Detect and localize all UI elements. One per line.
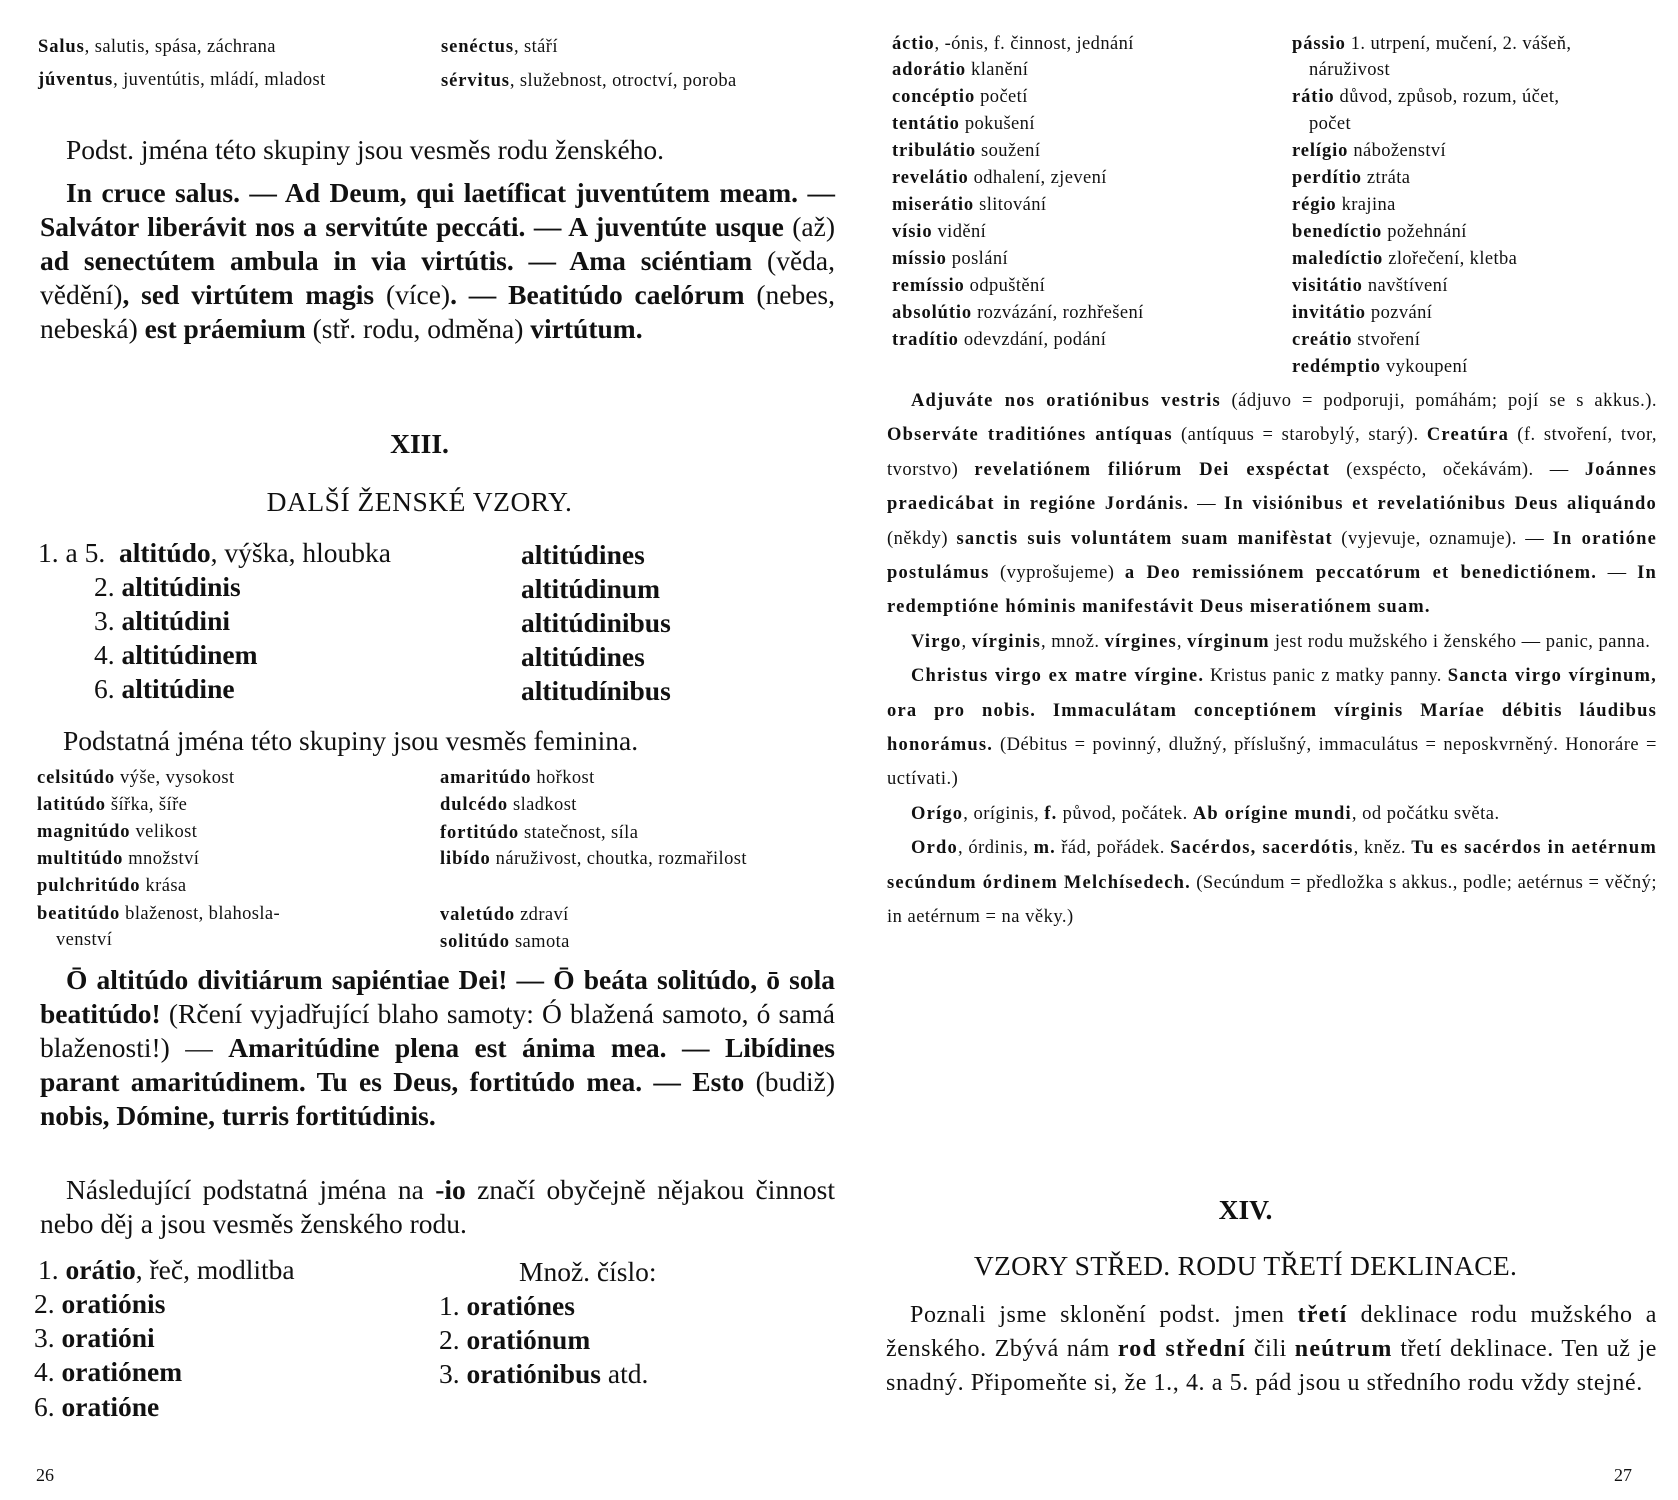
declension-row: 3. oratióni xyxy=(34,1322,155,1353)
vocab-term: solitúdo xyxy=(440,932,510,952)
vocab-term: vísio xyxy=(892,222,933,242)
vocab-term: invitátio xyxy=(1292,303,1366,323)
latin-text: Ab orígine mundi xyxy=(1192,803,1352,824)
czech-text: — xyxy=(1189,494,1224,515)
declension-row: 2. altitúdinis xyxy=(94,571,241,602)
vocab-definition: statečnost, síla xyxy=(519,823,639,843)
vocab-term: beatitúdo xyxy=(37,904,121,924)
declension-row: 1. oratiónes xyxy=(439,1290,575,1321)
vocab-entry xyxy=(892,114,1035,135)
declension-row: 3. oratiónibus atd. xyxy=(439,1358,649,1389)
plural-heading: Množ. číslo: xyxy=(519,1256,657,1287)
vocab-entry xyxy=(1292,168,1410,189)
declension-form: altitúdini xyxy=(121,605,231,636)
vocab-entry xyxy=(440,905,569,926)
latin-text: In redemptióne hóminis manifestávit Deus miseratiónem suam. xyxy=(887,563,1657,618)
exercise-paragraphs xyxy=(887,384,1657,935)
vocab-term: Salus xyxy=(38,37,85,57)
vocab-definition: samota xyxy=(509,932,570,952)
vocab-entry xyxy=(38,37,276,58)
declension-row: 1. a 5. altitúdo, výška, hloubka xyxy=(38,537,391,568)
latin-text: m. xyxy=(1033,838,1056,859)
declension-form: oratiónem xyxy=(61,1356,183,1387)
vocab-definition: ztráta xyxy=(1361,168,1411,188)
vocab-definition: , stáří xyxy=(513,37,558,57)
vocab-definition: výše, vysokost xyxy=(115,768,235,788)
vocab-entry xyxy=(441,71,737,92)
czech-text: (až) xyxy=(792,211,835,242)
vocab-term: pulchritúdo xyxy=(37,876,141,896)
vocab-entry xyxy=(37,876,187,897)
rich-text xyxy=(40,176,835,346)
vocab-entry xyxy=(892,141,1040,162)
latin-text: . — Beatitúdo caelórum xyxy=(450,279,757,310)
declension-form: altitúdo xyxy=(118,537,211,568)
vocab-entry xyxy=(440,795,577,816)
czech-text: , xyxy=(961,631,972,652)
vocab-definition: hořkost xyxy=(531,768,595,788)
declension-plural-form: altitudínibus xyxy=(521,675,671,706)
latin-text: třetí xyxy=(1297,1302,1348,1328)
czech-text: (ádjuvo = podporuji, pomáhám; pojí se s akkus.). xyxy=(1220,391,1657,411)
rich-text xyxy=(887,797,1657,831)
vocab-term: régio xyxy=(1292,195,1337,215)
vocab-definition-continuation: náruživost xyxy=(1309,60,1391,80)
latin-text: , sed virtútem magis xyxy=(122,279,386,310)
declension-form: altitúdine xyxy=(121,673,235,704)
vocab-definition: blaženost, blahosla- xyxy=(120,904,281,924)
neuter-intro-paragraph xyxy=(886,1298,1657,1400)
vocab-entry xyxy=(1292,222,1467,243)
page-number: 26 xyxy=(36,1465,54,1485)
vocab-term: júventus xyxy=(38,70,114,90)
vocab-entry xyxy=(37,849,199,870)
page-number: 27 xyxy=(1614,1465,1632,1485)
declension-row: 2. oratiónum xyxy=(439,1324,591,1355)
vocab-term: pássio xyxy=(1292,34,1346,54)
latin-text: Virgo xyxy=(911,631,962,652)
czech-text: (Secúndum = předložka s akkus., podle; aetérnus = věčný; in aetérnum = na věky.) xyxy=(887,872,1658,928)
vocab-term: relígio xyxy=(1292,141,1349,161)
declension-plural-form: altitúdines xyxy=(521,539,645,570)
rich-text xyxy=(886,1298,1657,1400)
latin-text: Ordo xyxy=(911,838,958,859)
latin-text: Sacérdos, sacerdótis xyxy=(1170,838,1354,859)
czech-text: (někdy) xyxy=(887,528,957,549)
vocab-definition: , -ónis, f. činnost, jednání xyxy=(934,34,1134,54)
chapter-title: DALŠÍ ŽENSKÉ VZORY. xyxy=(266,486,573,517)
vocab-term: dulcédo xyxy=(440,795,508,815)
vocab-definition: náruživost, choutka, rozmařilost xyxy=(490,849,747,869)
vocab-term: valetúdo xyxy=(440,905,516,925)
latin-text: ad senectútem ambula in via virtútis. — Ama sciéntiam xyxy=(40,245,768,276)
vocab-term: latitúdo xyxy=(37,795,106,815)
latin-exercise-paragraph xyxy=(40,963,835,1133)
vocab-term: absolútio xyxy=(892,303,973,323)
declension-form: altitúdinis xyxy=(121,571,241,602)
declension-form: oratiónibus xyxy=(466,1358,601,1389)
czech-text: (vyprošujeme) xyxy=(989,563,1125,584)
vocab-entry xyxy=(1292,141,1446,162)
intro-sentence: Podst. jména této skupiny jsou vesměs rodu ženského. xyxy=(66,134,665,165)
vocab-definition: vykoupení xyxy=(1380,357,1468,377)
declension-form: oratióni xyxy=(61,1322,155,1353)
vocab-definition: klanění xyxy=(966,60,1029,80)
vocab-entry xyxy=(1292,357,1468,378)
czech-text: , oríginis, xyxy=(963,803,1045,824)
latin-text: vírgines xyxy=(1104,631,1177,652)
vocab-entry xyxy=(37,768,235,789)
czech-text: , kněz. xyxy=(1353,838,1412,859)
czech-text: (Rčení vyjadřující blaho samoty: Ó blažená samoto, ó samá blaženosti!) — xyxy=(40,998,836,1063)
latin-text: Ō altitúdo divitiárum sapiéntiae Dei! — Ō beáta solitúdo, ō sola beatitúdo! xyxy=(40,964,835,1029)
czech-text: jest rodu mužského i ženského — panic, panna. xyxy=(1269,631,1651,652)
declension-row: 3. altitúdini xyxy=(94,605,231,636)
vocab-term: fortitúdo xyxy=(440,823,520,843)
vocab-entry xyxy=(1292,249,1517,270)
declension-row: 6. oratióne xyxy=(34,1391,160,1422)
czech-text: (budiž) xyxy=(755,1066,835,1097)
latin-text: Amaritúdine plena est ánima mea. — Libídines parant amaritúdinem. Tu es Deus, fortitúdo mea. — Esto xyxy=(40,1032,835,1097)
czech-text: (exspécto, očekávám). — xyxy=(1330,459,1585,480)
declension-row: 4. altitúdinem xyxy=(94,639,258,670)
czech-text: — xyxy=(1597,563,1638,584)
vocab-term: redémptio xyxy=(1292,357,1381,377)
vocab-term: tradítio xyxy=(892,330,959,350)
latin-text: vírginis xyxy=(971,631,1042,652)
vocab-definition: odhalení, zjevení xyxy=(968,168,1107,188)
vocab-definition: vidění xyxy=(932,222,987,242)
declension-row: 4. oratiónem xyxy=(34,1356,183,1387)
vocab-term: tribulátio xyxy=(892,141,977,161)
vocab-entry xyxy=(1292,303,1432,324)
vocab-definition: , salutis, spása, záchrana xyxy=(84,37,276,57)
declension-form: oratióne xyxy=(61,1391,160,1422)
czech-text: , množ. xyxy=(1041,631,1105,652)
vocab-term: áctio xyxy=(892,34,935,54)
vocab-definition: zlořečení, kletba xyxy=(1383,249,1518,269)
vocab-term: sérvitus xyxy=(441,71,510,91)
vocab-definition: požehnání xyxy=(1382,222,1467,242)
czech-text: (f. stvoření, tvor, tvorstvo) xyxy=(887,425,1658,480)
chapter-number: XIV. xyxy=(1218,1194,1273,1225)
declension-plural-form: altitúdinum xyxy=(521,573,661,604)
latin-text: nobis, Dómine, turris fortitúdinis. xyxy=(40,1100,436,1131)
latin-text: Adjuváte nos oratiónibus vestris xyxy=(911,391,1221,411)
right-page xyxy=(839,0,1678,1500)
declension-row: 1. orátio, řeč, modlitba xyxy=(38,1254,295,1285)
vocab-term: miserátio xyxy=(892,195,975,215)
vocab-term: magnitúdo xyxy=(37,822,131,842)
vocab-entry xyxy=(892,303,1144,324)
vocab-term: celsitúdo xyxy=(37,768,115,788)
vocab-entry xyxy=(892,168,1107,189)
vocab-definition: množství xyxy=(123,849,200,869)
declension-form: altitúdinem xyxy=(121,639,258,670)
vocab-entry xyxy=(440,849,747,870)
latin-text: Creatúra xyxy=(1426,425,1510,446)
chapter-number: XIII. xyxy=(390,428,449,459)
vocab-definition: sladkost xyxy=(507,795,577,815)
czech-text: značí obyčejně nějakou činnost nebo děj a jsou vesměs ženského rodu. xyxy=(40,1174,835,1239)
declension-form: orátio xyxy=(65,1254,136,1285)
vocab-entry xyxy=(1292,87,1559,108)
czech-text: třetí deklinace. Ten už je snadný. Připomeňte si, že 1., 4. a 5. pád jsou u středního rodu vždy stejné. xyxy=(886,1336,1657,1396)
vocab-definition: poslání xyxy=(946,249,1009,269)
declension-form: oratiónes xyxy=(466,1290,575,1321)
vocab-entry xyxy=(440,932,570,953)
latin-text: Joánnes praedicábat in regióne Jordánis. xyxy=(887,459,1657,515)
vocab-entry xyxy=(892,60,1028,81)
vocab-entry xyxy=(892,330,1106,351)
vocab-term: remíssio xyxy=(892,276,965,296)
vocab-term: maledíctio xyxy=(1292,249,1384,269)
czech-text: (stř. rodu, odměna) xyxy=(312,313,531,344)
vocab-term: benedíctio xyxy=(1292,222,1383,242)
latin-text: Sancta virgo vírginum, ora pro nobis. Immaculátam conceptiónem vírginis Maríae débitis láudibus honorámus. xyxy=(887,666,1657,756)
vocab-definition: velikost xyxy=(130,822,198,842)
latin-text: sanctis suis voluntátem suam manifèstat xyxy=(956,528,1333,549)
vocab-term: amaritúdo xyxy=(440,768,532,788)
latin-text: In oratióne postulámus xyxy=(887,528,1658,584)
latin-text: Christus virgo ex matre vírgine. xyxy=(911,666,1205,687)
vocab-entry xyxy=(892,276,1045,297)
vocab-entry xyxy=(1292,330,1420,351)
vocab-definition: , juventútis, mládí, mladost xyxy=(113,70,326,90)
czech-text: (nebes, nebeská) xyxy=(40,279,835,344)
vocab-entry xyxy=(1292,34,1571,55)
vocab-definition: krása xyxy=(140,876,187,896)
czech-text: (Débitus = povinný, dlužný, příslušný, immaculátus = neposkvrněný. Honoráre = uctívati.) xyxy=(887,735,1657,790)
latin-text: revelatiónem filiórum Dei exspéctat xyxy=(974,459,1331,480)
chapter-title: VZORY STŘED. RODU TŘETÍ DEKLINACE. xyxy=(973,1250,1518,1281)
czech-text: (antíquus = starobylý, starý). xyxy=(1172,425,1427,446)
vocab-entry xyxy=(37,795,187,816)
vocab-definition: pozvání xyxy=(1365,303,1433,323)
vocab-entry xyxy=(1292,276,1448,297)
vocab-term: libído xyxy=(440,849,491,869)
vocab-term: rátio xyxy=(1292,87,1335,107)
vocab-definition: krajina xyxy=(1336,195,1396,215)
czech-text: , od počátku světa. xyxy=(1351,803,1500,824)
vocab-term: revelátio xyxy=(892,168,969,188)
vocab-definition: stvoření xyxy=(1352,330,1421,350)
vocab-definition-continuation: počet xyxy=(1309,114,1352,134)
latin-text: neútrum xyxy=(1294,1336,1393,1362)
czech-text: původ, počátek. xyxy=(1057,803,1193,824)
vocab-term: míssio xyxy=(892,249,947,269)
rich-text xyxy=(887,384,1657,625)
vocab-entry xyxy=(892,222,986,243)
vocab-definition-continuation: venství xyxy=(56,930,113,950)
vocab-term: creátio xyxy=(1292,330,1353,350)
latin-text: In visiónibus et revelatiónibus Deus aliquándo xyxy=(1223,494,1657,515)
czech-text: , órdinis, xyxy=(957,838,1034,859)
declension-row: 6. altitúdine xyxy=(94,673,235,704)
vocab-term: perdítio xyxy=(1292,168,1362,188)
czech-text: (věda, vědění) xyxy=(40,245,835,310)
vocab-entry xyxy=(892,34,1134,55)
latin-text: In cruce salus. — Ad Deum, qui laetíficat juventútem meam. — Salvátor liberávit nos a servitúte peccáti. — A juventúte usque xyxy=(40,177,835,242)
czech-text: Následující podstatná jména na xyxy=(66,1174,436,1205)
latin-text: rod střední xyxy=(1117,1336,1246,1362)
declension-form: oratiónis xyxy=(61,1288,166,1319)
vocab-term: visitátio xyxy=(1292,276,1363,296)
vocab-definition: navštívení xyxy=(1362,276,1448,296)
declension-plural-form: altitúdinibus xyxy=(521,607,671,638)
czech-text: řád, pořádek. xyxy=(1056,838,1171,859)
vocab-entry xyxy=(440,768,595,789)
declension-plural-form: altitúdines xyxy=(521,641,645,672)
latin-exercise-paragraph xyxy=(40,176,835,346)
latin-text: est práemium xyxy=(144,313,313,344)
vocab-definition: slitování xyxy=(974,195,1047,215)
vocab-definition: , služebnost, otroctví, poroba xyxy=(509,71,737,91)
declension-form: oratiónum xyxy=(466,1324,591,1355)
vocab-definition: náboženství xyxy=(1348,141,1447,161)
rich-text xyxy=(40,963,835,1133)
rich-text xyxy=(887,831,1657,934)
vocab-entry xyxy=(1292,195,1396,216)
latin-text: f. xyxy=(1044,803,1058,824)
vocab-entry xyxy=(37,822,197,843)
declension-row: 2. oratiónis xyxy=(34,1288,166,1319)
vocab-definition: početí xyxy=(975,87,1028,107)
io-explanation-paragraph xyxy=(40,1173,835,1241)
vocab-entry xyxy=(892,87,1028,108)
vocab-entry xyxy=(892,195,1046,216)
vocab-term: concéptio xyxy=(892,87,976,107)
vocab-term: senéctus xyxy=(441,37,514,57)
vocab-definition: odpuštění xyxy=(964,276,1046,296)
vocab-definition: rozvázání, rozhřešení xyxy=(972,303,1144,323)
vocab-entry xyxy=(37,904,280,925)
vocab-definition: 1. utrpení, mučení, 2. vášeň, xyxy=(1345,34,1572,54)
czech-text: čili xyxy=(1245,1336,1295,1362)
vocab-definition: soužení xyxy=(976,141,1041,161)
latin-text: Orígo xyxy=(911,803,964,824)
vocab-term: tentátio xyxy=(892,114,960,134)
latin-text: Tu es sacérdos in aetérnum secúndum órdinem Melchísedech. xyxy=(887,838,1657,893)
vocab-entry xyxy=(892,249,1008,270)
latin-text: vírginum xyxy=(1187,631,1270,652)
czech-text: (vyjevuje, oznamuje). — xyxy=(1332,528,1553,549)
vocab-entry xyxy=(38,70,326,91)
vocab-term: adorátio xyxy=(892,60,967,80)
vocab-definition: odevzdání, podání xyxy=(958,330,1107,350)
czech-text: Poznali jsme sklonění podst. jmen xyxy=(910,1302,1298,1328)
rich-text xyxy=(887,659,1657,797)
latin-text: Observáte traditiónes antíquas xyxy=(887,425,1173,446)
vocab-entry xyxy=(440,823,638,844)
rich-text xyxy=(40,1173,835,1241)
vocab-definition: šířka, šíře xyxy=(105,795,188,815)
vocab-entry xyxy=(441,37,558,58)
czech-text: (více) xyxy=(385,279,451,310)
vocab-definition: důvod, způsob, rozum, účet, xyxy=(1334,87,1560,107)
vocab-definition: zdraví xyxy=(515,905,569,925)
latin-text: a Deo remissiónem peccatórum et benedictiónem. xyxy=(1124,563,1598,584)
vocab-definition: pokušení xyxy=(959,114,1035,134)
feminina-sentence: Podstatná jména této skupiny jsou vesměs feminina. xyxy=(63,725,639,756)
czech-text: , xyxy=(1176,631,1188,652)
latin-text: virtútum. xyxy=(530,313,643,344)
rich-text xyxy=(887,625,1657,659)
latin-text: -io xyxy=(435,1174,466,1205)
vocab-term: multitúdo xyxy=(37,849,124,869)
czech-text: deklinace rodu mužského a ženského. Zbývá nám xyxy=(886,1302,1657,1362)
czech-text: Kristus panic z matky panny. xyxy=(1204,666,1448,687)
